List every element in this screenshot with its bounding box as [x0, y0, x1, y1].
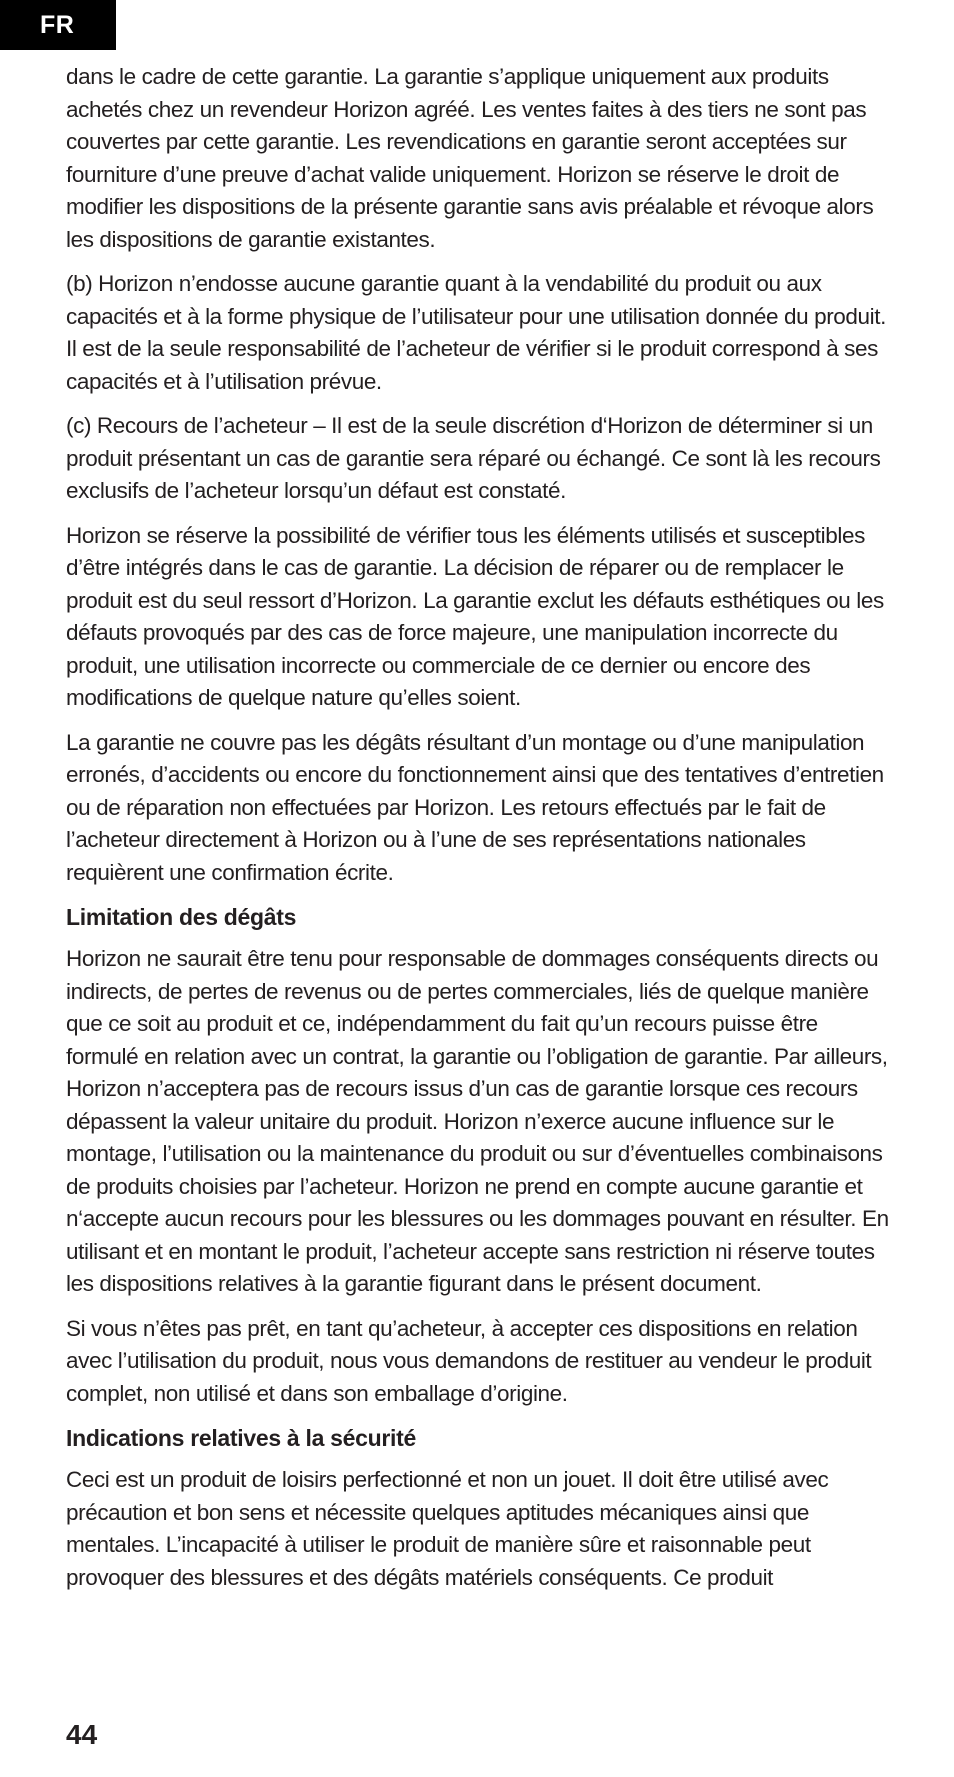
paragraph-damage-limitation: Horizon ne saurait être tenu pour responsable de dommages conséquents directs ou indirects, de pertes de revenus ou de pertes commerciales, liés de quelque manière que ce soit au produit et ce, indépendamment du fait qu’un recours puisse être formulé en relation avec un contrat, la garantie ou l’obligation de garantie. Par ailleurs, Horizon n’acceptera pas de recours issus d’un cas de garantie lorsque ces recours dépassent la valeur unitaire du produit. Horizon n’exerce aucune influence sur le montage, l’utilisation ou la maintenance du produit ou sur d’éventuelles combinaisons de produits choisies par l’acheteur. Horizon ne prend en compte aucune garantie et n‘accepte aucun recours pour les blessures ou les dommages pouvant en résulter. En utilisant et en montant le produit, l’acheteur accepte sans restriction ni réserve toutes les dispositions relatives à la garantie figurant dans le présent document. [66, 946, 889, 1296]
heading-damage-limitation: Limitation des dégâts [66, 904, 297, 930]
paragraph-exclusions: La garantie ne couvre pas les dégâts résultant d’un montage ou d’une manipulation erronés, d’accidents ou encore du fonctionnement ainsi que des tentatives d’entretien ou de réparation non effectuées par Horizon. Les retours effectués par le fait de l’acheteur directement à Horizon ou à l’une de ses représentations nationales requièrent une confirmation écrite. [66, 729, 884, 885]
paragraph-buyer-remedies: (c) Recours de l’acheteur – Il est de la seule discrétion d‘Horizon de déterminer si un produit présentant un cas de garantie sera réparé ou échangé. Ce sont là les recours exclusifs de l’acheteur lorsqu’un défaut est constaté. [66, 413, 881, 503]
paragraph-merchantability: (b) Horizon n’endosse aucune garantie quant à la vendabilité du produit ou aux capacités et à la forme physique de l’utilisateur pour une utilisation donnée du produit. Il est de la seule responsabilité de l’acheteur de vérifier si le produit correspond à ses capacités et à l’utilisation prévue. [66, 271, 886, 394]
paragraph-return-product: Si vous n’êtes pas prêt, en tant qu’acheteur, à accepter ces dispositions en relation avec l’utilisation du produit, nous vous demandons de restituer au vendeur le produit complet, non utilisé et dans son emballage d’origine. [66, 1315, 872, 1406]
language-tab: FR [0, 0, 116, 50]
warranty-text [66, 61, 892, 1606]
heading-safety: Indications relatives à la sécurité [66, 1425, 416, 1451]
paragraph-safety: Ceci est un produit de loisirs perfectionné et non un jouet. Il doit être utilisé avec précaution et bon sens et nécessite quelques aptitudes mécaniques ainsi que mentales. L’incapacité à utiliser le produit de manière sûre et raisonnable peut provoquer des blessures et des dégâts matériels conséquents. Ce produit [66, 1467, 829, 1590]
paragraph-verification: Horizon se réserve la possibilité de vérifier tous les éléments utilisés et susceptibles d’être intégrés dans le cas de garantie. La décision de réparer ou de remplacer le produit est du seul ressort d’Horizon. La garantie exclut les défauts esthétiques ou les défauts provoqués par des cas de force majeure, une manipulation incorrecte du produit, une utilisation incorrecte ou commerciale de ce dernier ou encore des modifications de quelque nature qu’elles soient. [66, 522, 884, 710]
paragraph-warranty-scope: dans le cadre de cette garantie. La garantie s’applique uniquement aux produits achetés chez un revendeur Horizon agréé. Les ventes faites à des tiers ne sont pas couvertes par cette garantie. Les revendications en garantie seront acceptées sur fourniture d’une preuve d’achat valide uniquement. Horizon se réserve le droit de modifier les dispositions de la présente garantie sans avis préalable et révoque alors les dispositions de garantie existantes. [66, 64, 874, 252]
page-number: 44 [66, 1719, 98, 1750]
